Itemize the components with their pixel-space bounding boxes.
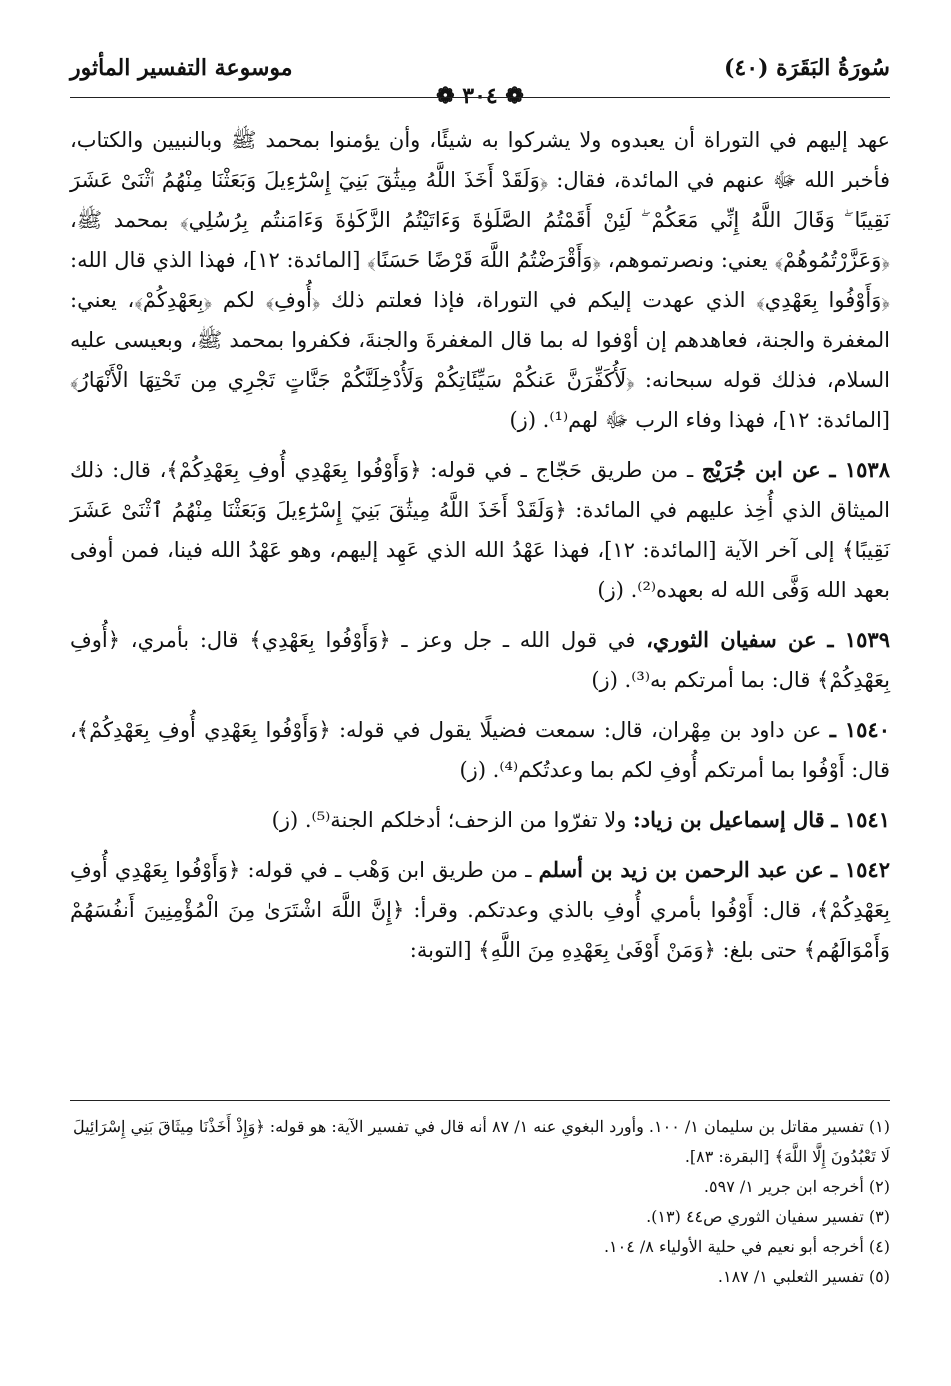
paragraph [70,800,890,840]
page-number: ❁ ٣٠٤ ❁ [436,83,524,109]
footnote: (٤) أخرجه أبو نعيم في حلية الأولياء ٨/ ١٠٤. [603,1237,890,1256]
main-text [70,120,890,980]
narration-number: ١٥٤٢ ـ [830,857,890,882]
narrator-name: قال إسماعيل بن زياد: [633,807,825,832]
footnote: (٥) تفسير الثعلبي ١/ ١٨٧. [717,1267,890,1286]
paragraph-body: في قول الله ـ جل وعز ـ ﴿وَأَوْفُوا بِعَهْدِي﴾ قال: بأمري، ﴿أُوفِ بِعَهْدِكُمْ﴾ قال: بما أمرتكم به⁽³⁾. (ز) [70,628,890,692]
page-header [70,55,890,109]
footnotes [70,1112,890,1292]
paragraph-body: ـ من طريق ابن وَهْب ـ في قوله: ﴿وَأَوْفُوا بِعَهْدِي أُوفِ بِعَهْدِكُمْ﴾، قال: أَوْفُوا بأمري أُوفِ بالذي وعدتكم. وقرأ: ﴿إِنَّ اللَّهَ اشْتَرَىٰ مِنَ الْمُؤْمِنِينَ أَنفُسَهُمْ وَأَمْوَالَهُم﴾ حتى بلغ: ﴿وَمَنْ أَوْفَىٰ بِعَهْدِهِ مِنَ اللَّهِ﴾ [التوبة: [70,858,890,962]
paragraph [70,620,890,700]
paragraph [70,120,890,440]
paragraph [70,450,890,610]
narration-number: ١٥٤١ ـ [831,807,890,832]
paragraph [70,850,890,970]
footnote: (٢) أخرجه ابن جرير ١/ ٥٩٧. [703,1177,890,1196]
paragraph-body: عهد إليهم في التوراة أن يعبدوه ولا يشركوا به شيئًا، وأن يؤمنوا بمحمد ﷺ وبالنبيين والكتاب، فأخبر الله ﷻ عنهم في المائدة، فقال: ﴿وَلَقَدْ أَخَذَ اللَّهُ مِيثَٰقَ بَنِيٓ إِسْرَٰٓءِيلَ وَبَعَثْنَا مِنْهُمُ ٱثْنَىْ عَشَرَ نَقِيبًا ۖ وَقَالَ اللَّهُ إِنِّي مَعَكُمْ ۖ لَئِنْ أَقَمْتُمُ الصَّلَوٰةَ وَءَاتَيْتُمُ الزَّكَوٰةَ وَءَامَنتُم بِرُسُلِي﴾ بمحمد ﷺ، ﴿وَعَزَّرْتُمُوهُمْ﴾ يعني: ونصرتموهم، ﴿وَأَقْرَضْتُمُ اللَّهَ قَرْضًا حَسَنًا﴾ [المائدة: ١٢]، فهذا الذي قال الله: ﴿وَأَوْفُوا بِعَهْدِي﴾ الذي عهدت إليكم في التوراة، فإذا فعلتم ذلك ﴿أُوفِ﴾ لكم ﴿بِعَهْدِكُمْ﴾، يعني: المغفرة والجنة، فعاهدهم إن أوْفوا له بما قال المغفرةَ والجنةَ، فكفروا بمحمد ﷺ، وبعيسى عليه السلام، فذلك قوله سبحانه: ﴿لَأُكَفِّرَنَّ عَنكُمْ سَيِّئَاتِكُمْ وَلَأُدْخِلَنَّكُمْ جَنَّاتٍ تَجْرِي مِن تَحْتِهَا الْأَنْهَارُ﴾ [المائدة: ١٢]، فهذا وفاء الرب ﷻ لهم⁽¹⁾. (ز) [70,128,891,432]
narrator-name: عن سفيان الثوري، [646,627,817,652]
paragraph-body: ـ من طريق حَجّاج ـ في قوله: ﴿وَأَوْفُوا بِعَهْدِي أُوفِ بِعَهْدِكُمْ﴾، قال: ذلك الميثاق الذي أُخِذ عليهم في المائدة: ﴿وَلَقَدْ أَخَذَ اللَّهُ مِيثَٰقَ بَنِيٓ إِسْرَٰٓءِيلَ وَبَعَثْنَا مِنْهُمُ ٱثْنَىْ عَشَرَ نَقِيبًا﴾ إلى آخر الآية [المائدة: ١٢]، فهذا عَهْدُ الله الذي عَهِد إليهم، وهو عَهْدُ الله فينا، فمن أوفى بعهد الله وَفَّى الله له بعهده⁽²⁾. (ز) [70,458,890,602]
paragraph-body: ولا تفرّوا من الزحف؛ أدخلكم الجنة⁽⁵⁾. (ز) [271,808,627,832]
header-divider [70,97,890,98]
footnote: (١) تفسير مقاتل بن سليمان ١/ ١٠٠. وأورد البغوي عنه ١/ ٨٧ أنه قال في تفسير الآية: هو قوله: ﴿وَإِذْ أَخَذْنَا مِيثَاقَ بَنِي إِسْرَائِيلَ لَا تَعْبُدُونَ إِلَّا اللَّهَ﴾ [البقرة: ٨٣]. [72,1117,890,1166]
footnote: (٣) تفسير سفيان الثوري ص٤٤ (١٣). [646,1207,890,1226]
narration-number: ١٥٤٠ ـ [829,717,890,742]
paragraph-body: عن داود بن مِهْران، قال: سمعت فضيلًا يقول في قوله: ﴿وَأَوْفُوا بِعَهْدِي أُوفِ بِعَهْدِكُمْ﴾، قال: أَوْفُوا بما أمرتكم أُوفِ لكم بما وعدتُكم⁽⁴⁾. (ز) [70,718,890,782]
narrator-name: عن ابن جُرَيْج [701,457,821,482]
surah-title: سُورَةُ البَقَرَة (٤٠) [724,55,890,81]
footnote-divider [70,1100,890,1101]
narration-number: ١٥٣٨ ـ [829,457,890,482]
narrator-name: عن عبد الرحمن بن زيد بن أسلم [538,857,824,882]
paragraph [70,710,890,790]
book-title: موسوعة التفسير المأثور [70,55,293,81]
narration-number: ١٥٣٩ ـ [827,627,890,652]
